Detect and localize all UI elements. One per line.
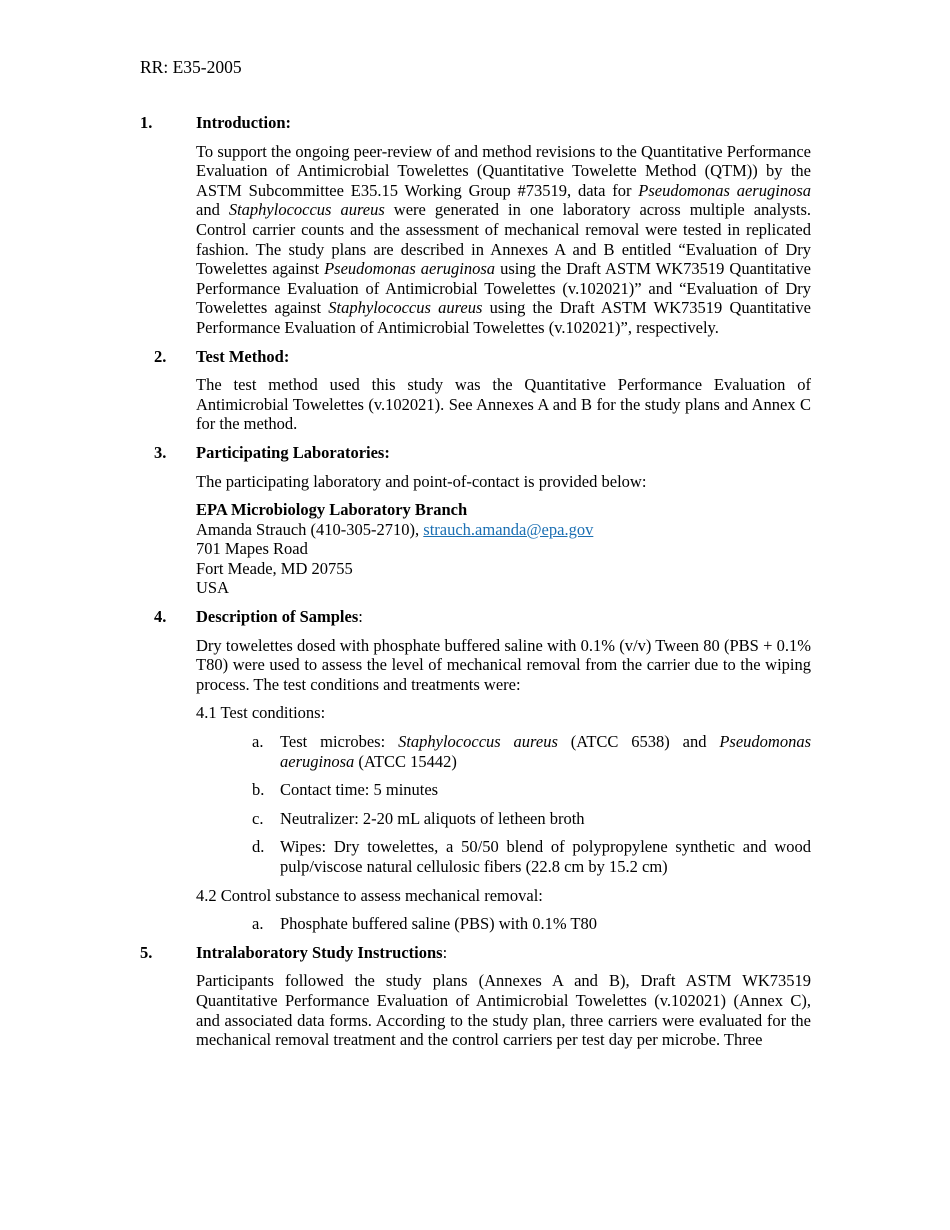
- italic-species: Pseudomonas aeruginosa: [280, 732, 812, 771]
- list-item-letter: a.: [252, 732, 264, 752]
- list-item-text: Contact time: 5 minutes: [280, 780, 439, 800]
- section-5-paragraph: Participants followed the study plans (Annexes A and B), Draft ASTM WK73519 Quantitative Performance Evaluation of Antimicrobial Towelettes (v.102021) (Annex C), and associated data forms. According to the study plan, three carriers were evaluated for the mechanical removal treatment and the control carriers per test day per microbe. Three: [196, 971, 811, 1050]
- section-4-colon: :: [358, 607, 363, 627]
- test-conditions-list: [140, 732, 811, 877]
- list-item-letter: c.: [252, 808, 264, 828]
- italic-species: Staphylococcus aureus: [328, 298, 483, 318]
- section-4-number: 4.: [154, 607, 167, 627]
- section-1-title: Introduction:: [196, 113, 292, 132]
- list-item: [140, 809, 811, 829]
- section-2-title: Test Method:: [196, 346, 290, 366]
- section-5-title: Intralaboratory Study Instructions: [196, 942, 443, 962]
- contact-city: Fort Meade, MD 20755: [196, 558, 353, 578]
- section-3-title: Participating Laboratories:: [196, 442, 390, 462]
- text-run: using the Draft ASTM WK73519 Quantitative Performance Evaluation of Antimicrobial Towelettes (v.102021)” and “Evaluation of Dry Towelettes against: [196, 259, 811, 318]
- section-2-number: 2.: [154, 346, 167, 366]
- section-5-number: 5.: [140, 942, 153, 962]
- section-1-heading: [140, 113, 811, 133]
- section-3-heading: [140, 443, 811, 463]
- contact-person-line: [196, 520, 811, 540]
- section-1-paragraph: [196, 142, 811, 338]
- list-item-text: Phosphate buffered saline (PBS) with 0.1% T80: [280, 914, 597, 934]
- section-2-paragraph: The test method used this study was the Quantitative Performance Evaluation of Antimicrobial Towelettes (v.102021). See Annexes A and B for the study plans and Annex C for the method.: [196, 375, 811, 434]
- text-run: To support the ongoing peer-review of and method revisions to the Quantitative Performance Evaluation of Antimicrobial Towelettes (Quantitative Towelette Method (QTM)) by the ASTM Subcommittee E35.15 Working Group #73519, data for: [196, 141, 811, 200]
- section-2-heading: [140, 347, 811, 367]
- list-item-letter: a.: [252, 914, 264, 934]
- test-conditions-subheading: 4.1 Test conditions:: [196, 703, 326, 723]
- section-1-number: 1.: [140, 113, 153, 132]
- list-item: [140, 780, 811, 800]
- section-4-heading: [140, 607, 811, 627]
- italic-species: Pseudomonas aeruginosa: [638, 180, 811, 200]
- contact-street: 701 Mapes Road: [196, 539, 308, 559]
- document-header: RR: E35-2005: [140, 57, 242, 77]
- italic-species: Staphylococcus aureus: [398, 732, 558, 752]
- list-item-letter: b.: [252, 780, 265, 800]
- section-4-paragraph: Dry towelettes dosed with phosphate buffered saline with 0.1% (v/v) Tween 80 (PBS + 0.1% T80) were used to assess the level of mechanical removal from the carrier due to the wiping process. The test conditions and treatments were:: [196, 635, 811, 694]
- section-3-paragraph: The participating laboratory and point-of-contact is provided below:: [196, 471, 647, 491]
- list-item-letter: d.: [252, 837, 265, 857]
- text-run: using the Draft ASTM WK73519 Quantitative Performance Evaluation of Antimicrobial Towelettes (v.102021)”, respectively.: [196, 298, 812, 337]
- contact-name: Amanda Strauch (410-305-2710),: [196, 519, 424, 539]
- document-body: [140, 113, 811, 1059]
- list-item-text: Wipes: Dry towelettes, a 50/50 blend of polypropylene synthetic and wood pulp/viscose natural cellulosic fibers (22.8 cm by 15.2 cm): [280, 837, 811, 876]
- text-run: (ATCC 6538) and: [557, 732, 720, 752]
- list-item-text: Neutralizer: 2-20 mL aliquots of letheen broth: [280, 808, 585, 828]
- list-item: [140, 732, 811, 771]
- section-4-title: Description of Samples: [196, 607, 359, 627]
- list-item: [140, 837, 811, 876]
- text-run: Test microbes:: [280, 732, 399, 752]
- contact-organization: EPA Microbiology Laboratory Branch: [196, 500, 468, 520]
- contact-block: [196, 500, 811, 598]
- section-3-number: 3.: [154, 442, 167, 462]
- contact-country: USA: [196, 578, 230, 598]
- italic-species: Staphylococcus aureus: [228, 200, 385, 220]
- text-run: and: [196, 200, 229, 220]
- section-5-colon: :: [442, 942, 448, 962]
- text-run: were generated in one laboratory across multiple analysts. Control carrier counts and the assessment of mechanical removal were tested in replicated fashion. The study plans are described in Annexes A and B entitled “Evaluation of Dry Towelettes against: [196, 200, 812, 279]
- text-run: (ATCC 15442): [354, 751, 457, 771]
- section-5-heading: [140, 943, 811, 963]
- list-item: [140, 914, 811, 934]
- contact-email-link[interactable]: strauch.amanda@epa.gov: [423, 519, 594, 539]
- italic-species: Pseudomonas aeruginosa: [324, 259, 496, 279]
- control-substance-list: [140, 914, 811, 934]
- control-substance-subheading: 4.2 Control substance to assess mechanical removal:: [196, 885, 543, 905]
